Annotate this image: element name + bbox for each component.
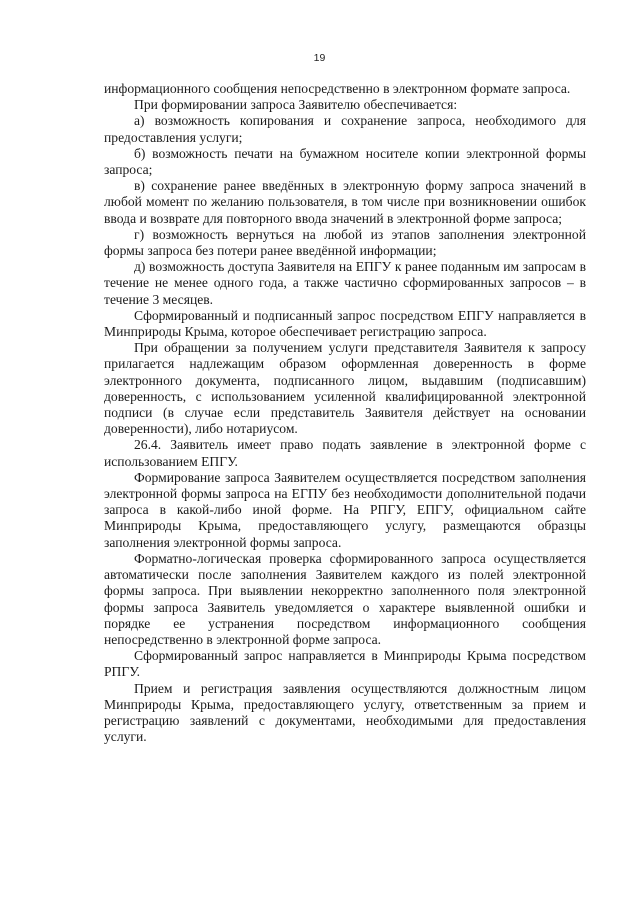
paragraph-registration: Сформированный и подписанный запрос посредством ЕПГУ направляется в Минприроды Крыма, которое обеспечивает регистрацию запроса. bbox=[104, 307, 586, 340]
page-number: 19 bbox=[313, 52, 326, 64]
paragraph-item-b: б) возможность печати на бумажном носителе копии электронной формы запроса; bbox=[104, 145, 586, 178]
paragraph-item-g: г) возможность вернуться на любой из этапов заполнения электронной формы запроса без потери ранее введённой информации; bbox=[104, 226, 586, 259]
paragraph-representative: При обращении за получением услуги представителя Заявителя к запросу прилагается надлежащим образом оформленная доверенность в форме электронного документа, подписанного лицом, выдавшим (подписавшим) доверенность, с использованием усиленной квалифицированной электронной подписи (в случае если представитель Заявителя действует на основании доверенности), либо нотариусом. bbox=[104, 340, 586, 437]
paragraph-item-v: в) сохранение ранее введённых в электронную форму запроса значений в любой момент по желанию пользователя, в том числе при возникновении ошибок ввода и возврате для повторного ввода значений в электронной форме запроса; bbox=[104, 178, 586, 226]
paragraph-form-filling: Формирование запроса Заявителем осуществляется посредством заполнения электронной формы запроса на ЕГПУ без необходимости дополнительной подачи запроса в какой-либо иной форме. На РПГУ, ЕПГУ, официальном сайте Минприроды Крыма, предоставляющего услугу, размещаются образцы заполнения электронной формы запроса. bbox=[104, 469, 586, 550]
document-body bbox=[104, 81, 586, 745]
paragraph-intro: При формировании запроса Заявителю обеспечивается: bbox=[134, 97, 458, 113]
paragraph-continuation: информационного сообщения непосредственно в электронном формате запроса. bbox=[104, 81, 571, 96]
paragraph-item-a: а) возможность копирования и сохранение запроса, необходимого для предоставления услуги; bbox=[104, 113, 586, 145]
paragraph-section-26-4: 26.4. Заявитель имеет право подать заявление в электронной форме с использованием ЕПГУ. bbox=[104, 437, 586, 469]
paragraph-acceptance: Прием и регистрация заявления осуществляются должностным лицом Минприроды Крыма, предоставляющего услугу, ответственным за прием и регистрацию заявлений с документами, необходимыми для предоставления услуги. bbox=[104, 680, 586, 745]
paragraph-submission: Сформированный запрос направляется в Минприроды Крыма посредством РПГУ. bbox=[104, 648, 586, 680]
paragraph-format-check: Форматно-логическая проверка сформированного запроса осуществляется автоматически после заполнения Заявителем каждого из полей электронной формы запроса. При выявлении некорректно заполненного поля электронной формы запроса Заявитель уведомляется о характере выявленной ошибки и порядке ее устранения посредством информационного сообщения непосредственно в электронной форме запроса. bbox=[104, 550, 586, 647]
paragraph-item-d: д) возможность доступа Заявителя на ЕПГУ к ранее поданным им запросам в течение не менее одного года, а также частично сформированных запросов – в течение 3 месяцев. bbox=[104, 259, 586, 307]
